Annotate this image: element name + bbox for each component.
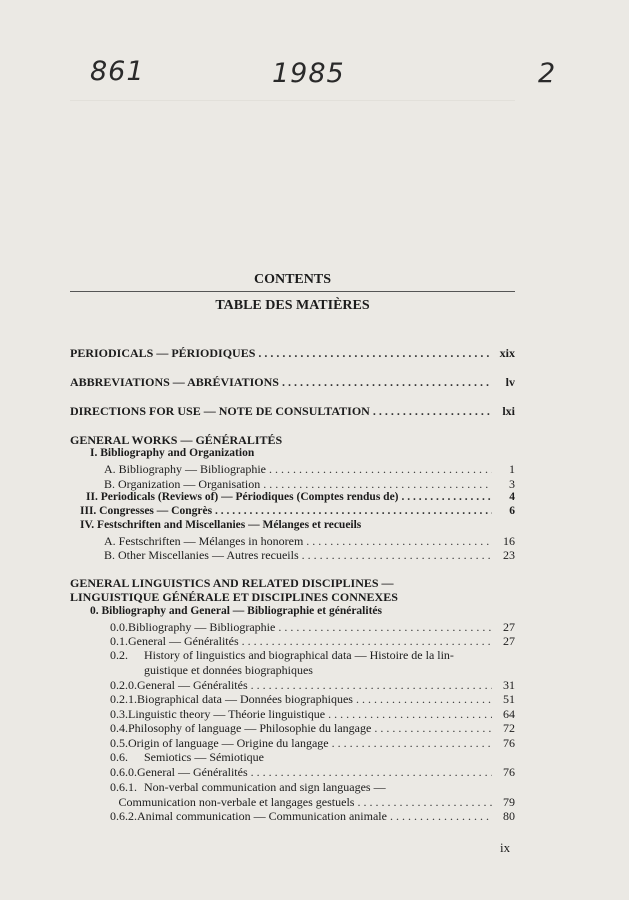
entry-label: guistique et données biographiques <box>144 663 313 677</box>
entry-label: PERIODICALS — PÉRIODIQUES <box>70 346 256 360</box>
entry-page: 27 <box>503 620 515 634</box>
handwritten-note-middle: 1985 <box>272 58 345 89</box>
entry-label: Animal communication — Communication animale <box>137 809 387 823</box>
leader-dots <box>242 634 492 649</box>
section-heading-linguistics-en: GENERAL LINGUISTICS AND RELATED DISCIPLINES — <box>70 576 394 590</box>
leader-dots <box>215 505 492 517</box>
toc-entry-periodicals-reviews[interactable] <box>86 491 515 503</box>
leader-dots <box>302 548 492 563</box>
toc-entry-directions[interactable] <box>70 404 515 419</box>
entry-label: DIRECTIONS FOR USE — NOTE DE CONSULTATION <box>70 404 370 418</box>
toc-entry-abbreviations[interactable] <box>70 375 515 390</box>
leader-dots <box>357 795 492 810</box>
entry-label: A. Festschriften — Mélanges in honorem <box>104 534 304 548</box>
entry-page: 23 <box>503 548 515 562</box>
leader-dots <box>356 692 492 707</box>
entry-number: 0.6. <box>110 750 128 764</box>
entry-number: 0.3. <box>110 707 128 721</box>
toc-entry-linguistics[interactable] <box>110 663 515 678</box>
entry-number: 0.6.2. <box>110 809 137 823</box>
entry-label: Bibliography — Bibliographie <box>128 620 276 634</box>
toc-entry-linguistics[interactable] <box>110 809 515 824</box>
leader-dots <box>374 721 492 736</box>
entry-page: lxi <box>502 404 515 418</box>
leader-dots <box>373 404 492 419</box>
entry-number: 0.2.0. <box>110 678 137 692</box>
handwritten-note-right: 2 <box>538 58 557 89</box>
toc-entry-organization[interactable] <box>104 477 515 492</box>
entry-number: 0.2. <box>110 648 128 662</box>
leader-dots <box>251 678 492 693</box>
leader-dots <box>269 462 492 477</box>
section-heading-linguistics-fr: LINGUISTIQUE GÉNÉRALE ET DISCIPLINES CONNEXES <box>70 590 398 604</box>
toc-entry-congresses[interactable] <box>80 505 515 517</box>
toc-entry-linguistics[interactable] <box>110 692 515 707</box>
toc-entry-linguistics[interactable] <box>110 707 515 722</box>
section-heading-general-works: GENERAL WORKS — GÉNÉRALITÉS <box>70 433 283 447</box>
handwritten-note-left: 861 <box>90 56 145 87</box>
contents-title: CONTENTS <box>253 272 332 287</box>
entry-page: 31 <box>503 678 515 692</box>
entry-label: B. Other Miscellanies — Autres recueils <box>104 548 299 562</box>
toc-entry-other-miscellanies[interactable] <box>104 548 515 563</box>
leader-dots <box>251 765 492 780</box>
toc-entry-linguistics[interactable] <box>110 780 515 795</box>
entry-number: 0.4. <box>110 721 128 735</box>
entry-page: 1 <box>509 462 515 476</box>
toc-entry-linguistics[interactable] <box>110 678 515 693</box>
entry-label: III. Congresses — Congrès <box>80 505 213 517</box>
leader-dots <box>328 707 492 722</box>
entry-label: History of linguistics and biographical data — Histoire de la lin- <box>144 648 454 662</box>
entry-page: 6 <box>509 505 515 517</box>
toc-entry-linguistics[interactable] <box>110 648 515 663</box>
leader-dots <box>390 809 492 824</box>
leader-dots <box>306 534 492 549</box>
entry-label: Non-verbal communication and sign languages — <box>144 780 386 794</box>
entry-page: 27 <box>503 634 515 648</box>
leader-dots <box>263 477 492 492</box>
toc-entry-linguistics[interactable] <box>110 721 515 736</box>
entry-page: 51 <box>503 692 515 706</box>
entry-number: 0.2.1. <box>110 692 137 706</box>
entry-number: 0.6.1. <box>110 780 137 794</box>
entry-number: 0.6.0. <box>110 765 137 779</box>
toc-entry-linguistics[interactable] <box>110 795 515 810</box>
entry-page: 79 <box>503 795 515 809</box>
entry-label: General — Généralités <box>137 765 248 779</box>
entry-label: Semiotics — Sémiotique <box>144 750 264 764</box>
toc-entry-linguistics[interactable] <box>110 765 515 780</box>
entry-page: 3 <box>509 477 515 491</box>
leader-dots <box>258 346 492 361</box>
leader-dots <box>282 375 492 390</box>
entry-page: 64 <box>503 707 515 721</box>
entry-page: 72 <box>503 721 515 735</box>
entry-label: Origin of language — Origine du langage <box>128 736 329 750</box>
entry-page: xix <box>499 346 515 360</box>
leader-dots <box>402 491 493 503</box>
toc-entry-festschriften[interactable] <box>104 534 515 549</box>
entry-label: General — Généralités <box>128 634 239 648</box>
toc-entry-linguistics[interactable] <box>110 736 515 751</box>
entry-page: 76 <box>503 736 515 750</box>
table-title: TABLE DES MATIÈRES <box>215 298 370 313</box>
entry-label: General — Généralités <box>137 678 248 692</box>
entry-number: 0.5. <box>110 736 128 750</box>
entry-page: 4 <box>509 491 515 503</box>
toc-entry-periodicals[interactable] <box>70 346 515 361</box>
toc-entry-linguistics[interactable] <box>110 634 515 649</box>
entry-label: Linguistic theory — Théorie linguistique <box>128 707 326 721</box>
entry-label: Biographical data — Données biographiques <box>137 692 353 706</box>
entry-label: Communication non-verbale et langages gestuels <box>118 795 355 809</box>
entry-label: A. Bibliography — Bibliographie <box>104 462 266 476</box>
entry-page: 80 <box>503 809 515 823</box>
toc-entry-linguistics[interactable] <box>110 620 515 635</box>
entry-page: 16 <box>503 534 515 548</box>
entry-label: ABBREVIATIONS — ABRÉVIATIONS <box>70 375 279 389</box>
subsection-festschriften: IV. Festschriften and Miscellanies — Mélanges et recueils <box>80 519 362 531</box>
entry-page: 76 <box>503 765 515 779</box>
page-number: ix <box>500 840 511 855</box>
leader-dots <box>332 736 492 751</box>
bleed-through-texture <box>70 100 515 261</box>
entry-number: 0.0. <box>110 620 128 634</box>
toc-entry-bibliography[interactable] <box>104 462 515 477</box>
subsection-bibliography-general: 0. Bibliography and General — Bibliographie et généralités <box>90 605 382 617</box>
subsection-bibliography-organization: I. Bibliography and Organization <box>90 447 255 459</box>
title-rule <box>70 291 515 292</box>
entry-page: lv <box>505 375 515 389</box>
entry-label: Philosophy of language — Philosophie du langage <box>128 721 372 735</box>
entry-number: 0.1. <box>110 634 128 648</box>
entry-label: II. Periodicals (Reviews of) — Périodiques (Comptes rendus de) <box>86 491 399 503</box>
entry-label: B. Organization — Organisation <box>104 477 261 491</box>
toc-entry-linguistics[interactable] <box>110 750 515 765</box>
leader-dots <box>278 620 492 635</box>
